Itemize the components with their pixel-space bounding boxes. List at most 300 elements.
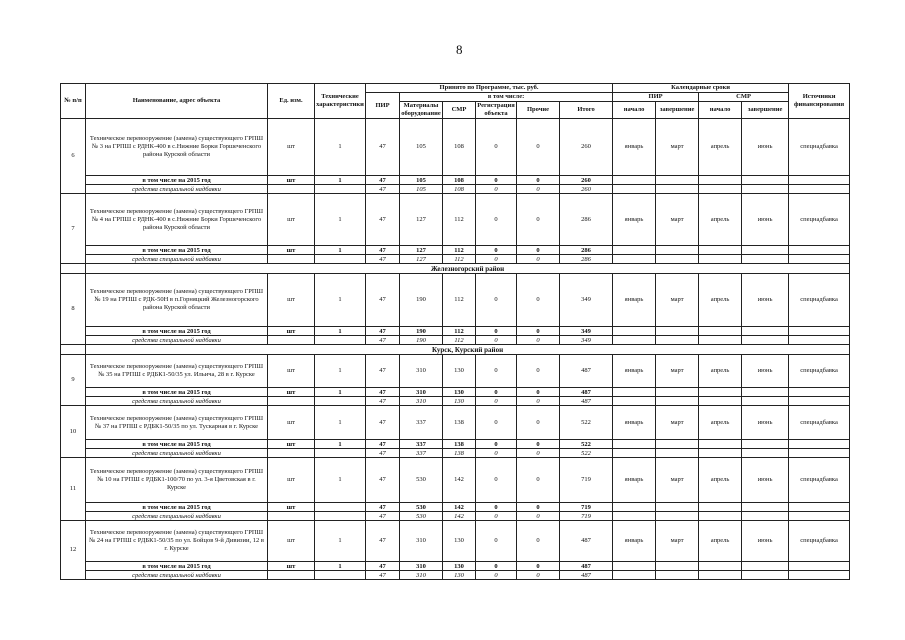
special-total: 522 (560, 449, 613, 458)
special-blank (315, 185, 366, 194)
special-blank (613, 449, 656, 458)
subtotal-unit: шт (268, 440, 315, 449)
pir-end-cell: март (656, 458, 699, 503)
row-number: 12 (61, 521, 86, 580)
special-blank (789, 397, 850, 406)
other-cell: 0 (517, 194, 560, 246)
unit-cell: шт (268, 406, 315, 440)
subtotal-blank (613, 176, 656, 185)
subtotal-pir: 47 (366, 327, 400, 336)
object-name: Техническое перевооружение (замена) существующего ГРПШ № 37 на ГРПШ с РДБК1-50/35 по ул. Тускарная в г. Курске (86, 406, 268, 440)
subtotal-smr: 108 (443, 176, 476, 185)
subtotal-total: 487 (560, 388, 613, 397)
object-row (61, 355, 850, 388)
smr-start-cell: апрель (699, 458, 742, 503)
special-pir: 47 (366, 255, 400, 264)
special-other: 0 (517, 185, 560, 194)
subtotal-blank (699, 388, 742, 397)
special-other: 0 (517, 336, 560, 345)
unit-cell: шт (268, 458, 315, 503)
subtotal-total: 487 (560, 562, 613, 571)
materials-cell: 127 (400, 194, 443, 246)
special-materials: 105 (400, 185, 443, 194)
subtotal-label: в том числе на 2015 год (86, 246, 268, 255)
subtotal-blank (699, 246, 742, 255)
special-pir: 47 (366, 185, 400, 194)
pir-cell: 47 (366, 194, 400, 246)
special-pir: 47 (366, 512, 400, 521)
smr-cell: 112 (443, 274, 476, 327)
smr-start-cell: апрель (699, 274, 742, 327)
subtotal-smr: 130 (443, 562, 476, 571)
subtotal-other: 0 (517, 562, 560, 571)
col-total: Итого (560, 102, 613, 119)
subtotal-materials: 337 (400, 440, 443, 449)
col-materials: Материалы оборудование (401, 102, 441, 117)
district-name: Железногорский район (86, 264, 850, 274)
col-unit: Ед. изм. (268, 84, 315, 119)
subtotal-materials: 530 (400, 503, 443, 512)
total-cell: 349 (560, 274, 613, 327)
subtotal-2015-row (61, 503, 850, 512)
source-cell: спецнадбавка (789, 406, 850, 440)
tech-cell: 1 (315, 521, 366, 562)
materials-cell: 105 (400, 119, 443, 176)
pir-start-cell: январь (613, 406, 656, 440)
special-blank (613, 255, 656, 264)
total-cell: 487 (560, 355, 613, 388)
special-blank (699, 512, 742, 521)
tech-cell: 1 (315, 355, 366, 388)
registration-cell: 0 (476, 194, 517, 246)
subtotal-2015-row (61, 440, 850, 449)
subtotal-tech: 1 (315, 562, 366, 571)
program-table (60, 83, 850, 580)
subtotal-blank (613, 503, 656, 512)
special-other: 0 (517, 397, 560, 406)
pir-cell: 47 (366, 458, 400, 503)
special-blank (699, 255, 742, 264)
special-smr: 138 (443, 449, 476, 458)
special-blank (789, 185, 850, 194)
subtotal-blank (613, 388, 656, 397)
tech-cell: 1 (315, 194, 366, 246)
subtotal-pir: 47 (366, 562, 400, 571)
special-blank (699, 336, 742, 345)
subtotal-2015-row (61, 327, 850, 336)
col-other: Прочие (517, 102, 560, 119)
table-body (61, 119, 850, 580)
other-cell: 0 (517, 406, 560, 440)
row-number: 8 (61, 274, 86, 345)
subtotal-pir: 47 (366, 503, 400, 512)
special-blank (742, 449, 789, 458)
subtotal-unit: шт (268, 562, 315, 571)
subtotal-unit: шт (268, 327, 315, 336)
smr-start-cell: апрель (699, 406, 742, 440)
subtotal-label: в том числе на 2015 год (86, 176, 268, 185)
smr-end-cell: июнь (742, 406, 789, 440)
tech-cell: 1 (315, 119, 366, 176)
special-blank (268, 255, 315, 264)
unit-cell: шт (268, 274, 315, 327)
col-smr: СМР (443, 102, 476, 119)
smr-cell: 130 (443, 355, 476, 388)
smr-end-cell: июнь (742, 119, 789, 176)
other-cell: 0 (517, 274, 560, 327)
source-cell: спецнадбавка (789, 355, 850, 388)
pir-cell: 47 (366, 274, 400, 327)
special-blank (613, 185, 656, 194)
total-cell: 286 (560, 194, 613, 246)
special-blank (789, 336, 850, 345)
subtotal-registration: 0 (476, 562, 517, 571)
special-blank (656, 336, 699, 345)
tech-cell: 1 (315, 406, 366, 440)
object-name: Техническое перевооружение (замена) существующего ГРПШ № 35 на ГРПШ с РДБК1-50/35 ул. Ильича, 28 в г. Курске (86, 355, 268, 388)
subtotal-blank (613, 440, 656, 449)
smr-start-cell: апрель (699, 521, 742, 562)
special-blank (656, 255, 699, 264)
col-num: № п/п (61, 84, 86, 119)
smr-end-cell: июнь (742, 355, 789, 388)
subtotal-blank (656, 246, 699, 255)
col-incl: в том числе: (400, 93, 613, 102)
special-label: средства специальной надбавки (86, 185, 268, 194)
subtotal-blank (742, 562, 789, 571)
registration-cell: 0 (476, 355, 517, 388)
special-label: средства специальной надбавки (86, 449, 268, 458)
subtotal-blank (656, 440, 699, 449)
subtotal-blank (789, 440, 850, 449)
source-cell: спецнадбавка (789, 521, 850, 562)
smr-cell: 138 (443, 406, 476, 440)
special-smr: 142 (443, 512, 476, 521)
materials-cell: 310 (400, 355, 443, 388)
subtotal-blank (742, 388, 789, 397)
object-row (61, 521, 850, 562)
tech-cell: 1 (315, 458, 366, 503)
smr-cell: 108 (443, 119, 476, 176)
col-source: Источники финансирования (789, 84, 850, 119)
special-materials: 190 (400, 336, 443, 345)
special-blank (315, 255, 366, 264)
object-row (61, 274, 850, 327)
materials-cell: 337 (400, 406, 443, 440)
table-header (61, 84, 850, 119)
subtotal-total: 260 (560, 176, 613, 185)
materials-cell: 310 (400, 521, 443, 562)
col-cal-pir: ПИР (613, 93, 699, 102)
col-cal-smr: СМР (699, 93, 789, 102)
special-total: 487 (560, 397, 613, 406)
subtotal-blank (699, 562, 742, 571)
subtotal-registration: 0 (476, 503, 517, 512)
subtotal-blank (742, 503, 789, 512)
subtotal-blank (656, 388, 699, 397)
special-registration: 0 (476, 397, 517, 406)
pir-cell: 47 (366, 119, 400, 176)
special-funds-row (61, 512, 850, 521)
subtotal-blank (789, 246, 850, 255)
registration-cell: 0 (476, 458, 517, 503)
special-smr: 130 (443, 397, 476, 406)
subtotal-materials: 190 (400, 327, 443, 336)
pir-end-cell: март (656, 119, 699, 176)
registration-cell: 0 (476, 521, 517, 562)
special-materials: 127 (400, 255, 443, 264)
subtotal-2015-row (61, 176, 850, 185)
total-cell: 260 (560, 119, 613, 176)
special-blank (742, 185, 789, 194)
subtotal-total: 522 (560, 440, 613, 449)
subtotal-other: 0 (517, 388, 560, 397)
subtotal-pir: 47 (366, 440, 400, 449)
registration-cell: 0 (476, 274, 517, 327)
special-other: 0 (517, 255, 560, 264)
special-pir: 47 (366, 571, 400, 580)
special-total: 260 (560, 185, 613, 194)
special-blank (268, 185, 315, 194)
pir-end-cell: март (656, 274, 699, 327)
registration-cell: 0 (476, 119, 517, 176)
smr-end-cell: июнь (742, 274, 789, 327)
unit-cell: шт (268, 194, 315, 246)
subtotal-blank (613, 327, 656, 336)
unit-cell: шт (268, 521, 315, 562)
subtotal-registration: 0 (476, 388, 517, 397)
subtotal-materials: 310 (400, 562, 443, 571)
smr-start-cell: апрель (699, 194, 742, 246)
subtotal-blank (742, 176, 789, 185)
special-blank (268, 397, 315, 406)
special-blank (315, 336, 366, 345)
special-blank (742, 336, 789, 345)
special-blank (656, 512, 699, 521)
special-blank (656, 449, 699, 458)
district-row (61, 345, 850, 355)
special-funds-row (61, 571, 850, 580)
subtotal-materials: 105 (400, 176, 443, 185)
subtotal-blank (656, 562, 699, 571)
special-smr: 112 (443, 255, 476, 264)
row-number: 9 (61, 355, 86, 406)
registration-cell: 0 (476, 406, 517, 440)
subtotal-blank (742, 440, 789, 449)
special-blank (268, 512, 315, 521)
special-materials: 310 (400, 397, 443, 406)
district-blank (61, 264, 86, 274)
subtotal-total: 286 (560, 246, 613, 255)
smr-end-cell: июнь (742, 458, 789, 503)
special-blank (699, 185, 742, 194)
special-smr: 130 (443, 571, 476, 580)
subtotal-pir: 47 (366, 176, 400, 185)
subtotal-unit: шт (268, 246, 315, 255)
special-other: 0 (517, 512, 560, 521)
special-pir: 47 (366, 449, 400, 458)
special-total: 349 (560, 336, 613, 345)
subtotal-blank (789, 327, 850, 336)
subtotal-unit: шт (268, 388, 315, 397)
special-other: 0 (517, 449, 560, 458)
special-funds-row (61, 449, 850, 458)
special-materials: 310 (400, 571, 443, 580)
special-blank (268, 336, 315, 345)
special-blank (268, 449, 315, 458)
special-blank (315, 571, 366, 580)
subtotal-smr: 142 (443, 503, 476, 512)
pir-end-cell: март (656, 521, 699, 562)
pir-start-cell: январь (613, 194, 656, 246)
special-label: средства специальной надбавки (86, 336, 268, 345)
object-name: Техническое перевооружение (замена) существующего ГРПШ № 24 на ГРПШ с РДБК1-50/35 по ул. Бойцов 9-й Дивизии, 12 в г. Курске (86, 521, 268, 562)
row-number: 7 (61, 194, 86, 264)
subtotal-label: в том числе на 2015 год (86, 562, 268, 571)
special-funds-row (61, 336, 850, 345)
other-cell: 0 (517, 355, 560, 388)
special-blank (742, 571, 789, 580)
special-funds-row (61, 255, 850, 264)
special-registration: 0 (476, 512, 517, 521)
special-smr: 112 (443, 336, 476, 345)
subtotal-label: в том числе на 2015 год (86, 388, 268, 397)
special-blank (789, 449, 850, 458)
subtotal-registration: 0 (476, 327, 517, 336)
col-finance: Принято по Программе, тыс. руб. (366, 84, 613, 93)
subtotal-tech: 1 (315, 246, 366, 255)
subtotal-total: 349 (560, 327, 613, 336)
district-name: Курск, Курский район (86, 345, 850, 355)
subtotal-other: 0 (517, 503, 560, 512)
subtotal-blank (742, 246, 789, 255)
subtotal-registration: 0 (476, 440, 517, 449)
special-total: 286 (560, 255, 613, 264)
subtotal-smr: 112 (443, 327, 476, 336)
subtotal-blank (656, 176, 699, 185)
page-number: 8 (456, 42, 463, 57)
pir-cell: 47 (366, 406, 400, 440)
col-start-pir: начало (613, 102, 656, 119)
subtotal-label: в том числе на 2015 год (86, 327, 268, 336)
subtotal-tech (315, 503, 366, 512)
subtotal-materials: 127 (400, 246, 443, 255)
subtotal-smr: 130 (443, 388, 476, 397)
tech-cell: 1 (315, 274, 366, 327)
subtotal-2015-row (61, 246, 850, 255)
object-row (61, 458, 850, 503)
district-blank (61, 345, 86, 355)
subtotal-2015-row (61, 388, 850, 397)
col-registration: Регистрация объекта (477, 102, 515, 117)
object-name: Техническое перевооружение (замена) существующего ГРПШ № 19 на ГРПШ с РДК-50Н в п.Горняцкий Железногорского района Курской области (86, 274, 268, 327)
col-calendar: Календарные сроки (613, 84, 789, 93)
subtotal-blank (613, 246, 656, 255)
subtotal-tech: 1 (315, 176, 366, 185)
pir-start-cell: январь (613, 119, 656, 176)
smr-cell: 112 (443, 194, 476, 246)
subtotal-blank (789, 176, 850, 185)
subtotal-blank (699, 440, 742, 449)
pir-start-cell: январь (613, 355, 656, 388)
subtotal-smr: 112 (443, 246, 476, 255)
other-cell: 0 (517, 119, 560, 176)
subtotal-other: 0 (517, 176, 560, 185)
col-start-smr: начало (699, 102, 742, 119)
subtotal-tech: 1 (315, 327, 366, 336)
col-end-smr: завершение (742, 102, 789, 119)
object-row (61, 194, 850, 246)
special-blank (315, 397, 366, 406)
special-funds-row (61, 185, 850, 194)
object-name: Техническое перевооружение (замена) существующего ГРПШ № 4 на ГРПШ с РДНК-400 в с.Нижние Борки Горшеченского района Курской области (86, 194, 268, 246)
col-end-pir: завершение (656, 102, 699, 119)
smr-cell: 130 (443, 521, 476, 562)
special-registration: 0 (476, 185, 517, 194)
subtotal-blank (789, 562, 850, 571)
subtotal-2015-row (61, 562, 850, 571)
smr-end-cell: июнь (742, 194, 789, 246)
special-materials: 530 (400, 512, 443, 521)
subtotal-blank (656, 503, 699, 512)
source-cell: спецнадбавка (789, 194, 850, 246)
special-label: средства специальной надбавки (86, 397, 268, 406)
special-blank (613, 512, 656, 521)
unit-cell: шт (268, 119, 315, 176)
row-number: 6 (61, 119, 86, 194)
subtotal-pir: 47 (366, 246, 400, 255)
special-blank (789, 571, 850, 580)
subtotal-blank (699, 176, 742, 185)
pir-cell: 47 (366, 521, 400, 562)
col-pir: ПИР (366, 93, 400, 119)
special-label: средства специальной надбавки (86, 255, 268, 264)
special-blank (315, 512, 366, 521)
special-blank (742, 512, 789, 521)
special-blank (268, 571, 315, 580)
object-row (61, 406, 850, 440)
subtotal-smr: 138 (443, 440, 476, 449)
special-blank (789, 255, 850, 264)
subtotal-unit: шт (268, 503, 315, 512)
row-number: 11 (61, 458, 86, 521)
other-cell: 0 (517, 458, 560, 503)
special-blank (699, 571, 742, 580)
subtotal-registration: 0 (476, 246, 517, 255)
total-cell: 487 (560, 521, 613, 562)
subtotal-other: 0 (517, 440, 560, 449)
subtotal-other: 0 (517, 246, 560, 255)
subtotal-blank (656, 327, 699, 336)
special-registration: 0 (476, 449, 517, 458)
materials-cell: 530 (400, 458, 443, 503)
special-blank (656, 571, 699, 580)
special-registration: 0 (476, 255, 517, 264)
col-tech: Технические характеристики (315, 84, 366, 119)
smr-start-cell: апрель (699, 355, 742, 388)
subtotal-materials: 310 (400, 388, 443, 397)
smr-end-cell: июнь (742, 521, 789, 562)
special-blank (742, 255, 789, 264)
special-blank (613, 397, 656, 406)
special-registration: 0 (476, 571, 517, 580)
special-blank (613, 336, 656, 345)
subtotal-label: в том числе на 2015 год (86, 503, 268, 512)
subtotal-label: в том числе на 2015 год (86, 440, 268, 449)
pir-start-cell: январь (613, 458, 656, 503)
pir-cell: 47 (366, 355, 400, 388)
total-cell: 522 (560, 406, 613, 440)
